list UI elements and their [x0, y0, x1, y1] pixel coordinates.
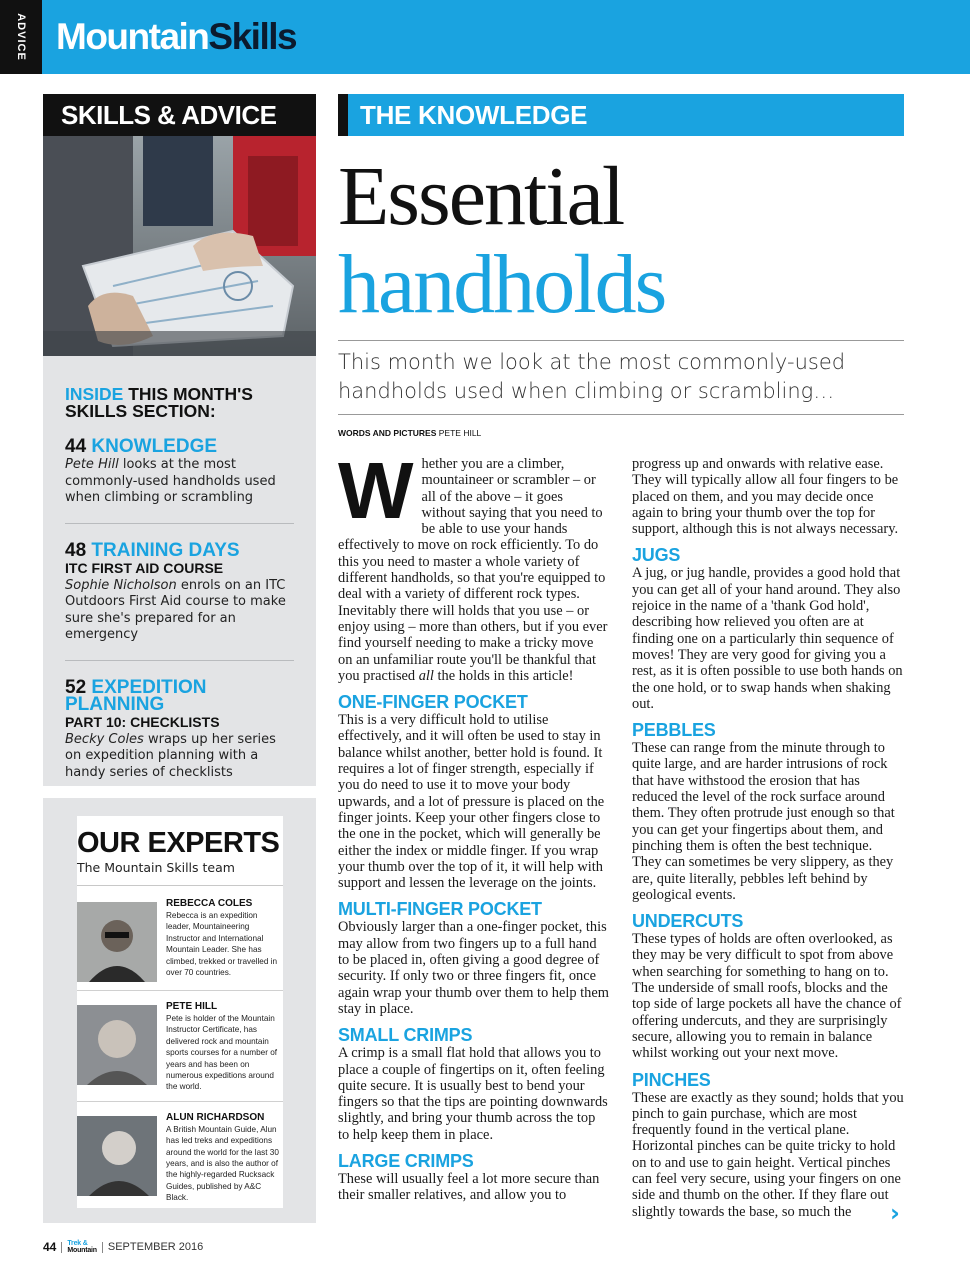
intro-emphasis: all: [418, 667, 434, 684]
section-tag-label: ADVICE: [15, 13, 27, 61]
expert-alun-richardson: [77, 1101, 283, 1204]
expert-rebecca-coles: [77, 898, 283, 982]
item-description: enrols on an ITC Outdoors First Aid course to make sure she's prepared for an emergency: [65, 577, 286, 642]
article-column-2: [632, 456, 904, 1220]
expert-portrait: [77, 1116, 157, 1196]
inside-item-expedition-planning: [65, 660, 294, 782]
paragraph: A jug, or jug handle, provides a good hold that you can get all of your hand around. They also rejoice in the name of a 'thank God hold', describing how relieved you often are at finding one on a particularly thin sequence of moves! They are very good for giving you a rest, as it is often possible to use both hands on the one hold, or to swap hands when shaking out.: [632, 565, 903, 712]
item-page-number: 48: [65, 539, 87, 561]
page-footer: [43, 1240, 203, 1254]
expert-portrait: [77, 902, 157, 982]
item-author: Sophie Nicholson: [65, 577, 177, 593]
inside-item-training-days: [65, 523, 294, 644]
inside-item-knowledge: [65, 438, 294, 507]
subheading-pebbles: PEBBLES: [632, 720, 716, 741]
inside-title: [65, 386, 294, 420]
item-title: TRAINING DAYS: [91, 539, 240, 561]
drop-cap: W: [338, 446, 414, 535]
our-experts-panel: [43, 798, 316, 1223]
expert-bio: Rebecca is an expedition leader, Mountaineering Instructor and International Mountain Leader. She has climbed, trekked or travelled in over 70 countries.: [166, 911, 278, 978]
subheading-large-crimps: LARGE CRIMPS: [338, 1150, 474, 1171]
subheading-undercuts: UNDERCUTS: [632, 911, 744, 932]
item-subtitle: PART 10: CHECKLISTS: [65, 713, 220, 730]
page-number: 44: [43, 1240, 57, 1254]
subheading-one-finger-pocket: ONE-FINGER POCKET: [338, 692, 528, 713]
headline-line-2: handholds: [338, 238, 666, 331]
section-tag: [0, 0, 42, 74]
paragraph: Obviously larger than a one-finger pocket, this may allow from two fingers up to a full hand to be placed in, often giving a good degree of security. If only two or three fingers fit, once again wrap your thumb over them to help them stay in place.: [338, 919, 609, 1017]
expert-name: ALUN RICHARDSON: [166, 1111, 265, 1123]
expert-name: PETE HILL: [166, 1001, 218, 1012]
inside-this-month-panel: [43, 356, 316, 786]
expert-bio: Pete is holder of the Mountain Instructor Certificate, has delivered rock and mountain sports courses for a number of years and has been on numerous expeditions around the world.: [166, 1014, 278, 1092]
paragraph: These are exactly as they sound; holds that you pinch to gain purchase, which are most frequently found in the vertical plane. Horizontal pinches can be quite tricky to hold on to and use to gain height. Vertical pinches can feel very secure, using your fingers on one side and thumb on the other. If they flare out slightly towards the base, so much the: [632, 1089, 904, 1220]
paragraph: A crimp is a small flat hold that allows you to place a couple of fingertips on it, often feeling quite secure. It is usually best to bend your fingers so that the tips are pointing downwards slightly, and bring your thumb across the top to help keep them in place.: [338, 1045, 608, 1143]
expert-name: REBECCA COLES: [166, 898, 253, 909]
chevron-right-icon: ›: [890, 1199, 900, 1227]
intro-text-end: the holds in this article!: [437, 667, 574, 684]
expert-pete-hill: [77, 990, 283, 1093]
item-author: Pete Hill: [65, 457, 119, 472]
expert-portrait: [77, 1005, 157, 1085]
item-subtitle: ITC FIRST AID COURSE: [65, 559, 224, 576]
paragraph: progress up and onwards with relative ease. They will typically allow all four fingers to be placed on them, and you may decide once again to bring your thumb over the top for support, although this is not always necessary.: [632, 456, 899, 538]
inside-title-accent: INSIDE: [65, 384, 124, 404]
item-description: looks at the most commonly-used handholds used when climbing or scrambling: [65, 457, 276, 505]
inside-title-rest: THIS MONTH'S SKILLS SECTION:: [65, 384, 253, 421]
item-title: EXPEDITION PLANNING: [65, 676, 207, 715]
subheading-jugs: JUGS: [632, 545, 681, 566]
experts-title: OUR EXPERTS: [77, 827, 280, 859]
experts-subtitle: The Mountain Skills team: [77, 860, 283, 886]
byline-label: WORDS AND PICTURES: [338, 428, 437, 438]
item-page-number: 44: [65, 436, 87, 457]
logo-line-1: Trek &: [67, 1240, 88, 1247]
issue-date: SEPTEMBER 2016: [107, 1241, 204, 1253]
intro-text: hether you are a climber, mountaineer or scrambler – or all of the above – it goes without saying that you need to be able to use your hands effectively to move on rock efficiently. To do this you need to master a whole variety of different handholds, so that you're equipped to deal with a variety of different rock types. Inevitably there will holds that you use – or enjoy using – more than others, but if you ever find yourself needing to make a tricky move on an unfamiliar route you'll be thankful that you practised: [338, 456, 608, 684]
headline-line-1: Essential: [338, 150, 624, 243]
expert-bio: A British Mountain Guide, Alun has led treks and expeditions around the world for the last 30 years, and is also the author of the highly-regarded Rucksack Guides, published by A&C Black.: [166, 1124, 279, 1203]
item-description: wraps up her series on expedition planning with a handy series of checklists: [65, 731, 276, 780]
intro-paragraph: [338, 446, 610, 684]
subheading-pinches: PINCHES: [632, 1069, 711, 1090]
item-author: Becky Coles: [65, 731, 144, 747]
map-reading-illustration: [43, 136, 316, 356]
paragraph: These types of holds are often overlooked, as they may be very difficult to spot from above when searching for something to hang on to. The underside of small roofs, blocks and the top side of large pockets all have the chance of offering undercuts, and they are surprisingly secure, allowing you to remain in balance whilst working out your next move.: [632, 931, 902, 1062]
byline-author: PETE HILL: [438, 428, 482, 438]
skills-advice-heading: SKILLS & ADVICE: [43, 94, 316, 136]
magazine-logo: [67, 1240, 97, 1254]
section-label: THE KNOWLEDGE: [360, 100, 588, 130]
brand-logo: [56, 14, 296, 60]
brand-word-2: Skills: [208, 16, 297, 57]
brand-word-1: Mountain: [56, 16, 209, 57]
item-page-number: 52: [65, 676, 87, 698]
map-reading-photo: [43, 136, 316, 356]
subheading-small-crimps: SMALL CRIMPS: [338, 1025, 473, 1046]
standfirst: This month we look at the most commonly-used handholds used when climbing or scrambling…: [338, 350, 846, 403]
paragraph: These will usually feel a lot more secure than their smaller relatives, and allow you to: [338, 1170, 600, 1204]
logo-line-2: Mountain: [67, 1247, 97, 1254]
divider: [338, 414, 904, 415]
divider: [338, 340, 904, 341]
article-column-1: [338, 446, 610, 1204]
paragraph: This is a very difficult hold to utilise effectively, and it will often be used to stay in balance whilst another, better hold is found. It requires a lot of finger strength, especially if you do need to use it to move your body upwards, and a lot of pressure is placed on the finger joints. Keep your other fingers close to the one in the pocket, which will generally be either the index or middle finger. If you wrap your thumb over the top of it, it will help with support and lessen the leverage on the joints.: [338, 712, 605, 892]
item-title: KNOWLEDGE: [91, 436, 218, 457]
subheading-multi-finger-pocket: MULTI-FINGER POCKET: [338, 899, 542, 920]
experts-card: [77, 816, 283, 1208]
byline: [338, 428, 481, 438]
paragraph: These can range from the minute through to quite large, and are harder intrusions of rock that have withstood the erosion that has reduced the level of the rock surface around them. They often protrude just enough so that you can get your fingertips about them, and pinching them is often the best technique. They can sometimes be very slippery, as they are, quite literally, pebbles left behind by geological events.: [632, 740, 895, 903]
the-knowledge-heading: [338, 94, 904, 136]
